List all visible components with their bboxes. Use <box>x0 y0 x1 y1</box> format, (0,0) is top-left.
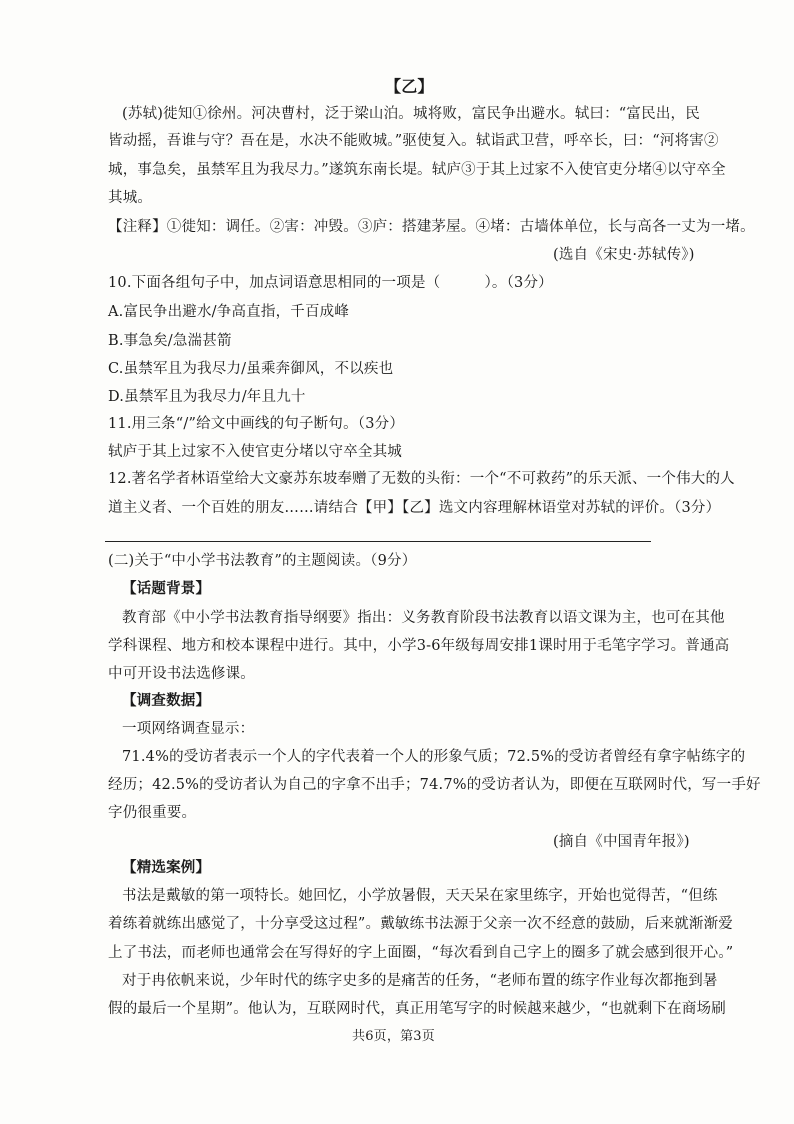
question-10-option-a: A.富民争出避水/争高直指，千百成峰 <box>108 304 350 320</box>
background-line: 中可开设书法选修课。 <box>108 666 255 682</box>
case-line: 书法是戴敏的第一项特长。她回忆，小学放暑假，天天呆在家里练字，开始也觉得苦，“但练 <box>122 888 718 904</box>
question-10-stem: 10.下面各组句子中，加点词语意思相同的一项是（ ）。（3分） <box>108 275 553 291</box>
question-10-option-b: B.事急矣/急湍甚箭 <box>108 333 232 349</box>
question-12-line: 道主义者、一个百姓的朋友……请结合【甲】【乙】选文内容理解林语堂对苏轼的评价。（3分） <box>108 500 721 516</box>
background-line: 教育部《中小学书法教育指导纲要》指出：义务教育阶段书法教育以语文课为主，也可在其他 <box>122 610 725 626</box>
case-line: 对于冉依帆来说，少年时代的练字史多的是痛苦的任务，“老师布置的练字作业每次都拖到暑 <box>122 973 718 989</box>
survey-source: (摘自《中国青年报》) <box>553 834 690 850</box>
survey-heading: 【调查数据】 <box>122 692 211 709</box>
notes: 【注释】①徙知：调任。②害：冲毁。③庐：搭建茅屋。④堵：古墙体单位，长与高各一丈为一堵。 <box>108 219 755 235</box>
case-line: 着练着就练出感觉了，十分享受这过程”。戴敏练书法源于父亲一次不经意的鼓励，后来就渐渐爱 <box>108 916 734 932</box>
question-11-sentence: 轼庐于其上过家不入使官吏分堵以守卒全其城 <box>108 444 402 460</box>
question-10-option-d: D.虽禁军且为我尽力/年且九十 <box>108 389 306 405</box>
source-citation: (选自《宋史·苏轼传》) <box>553 247 695 263</box>
page-footer: 共6页，第3页 <box>352 1029 435 1044</box>
case-heading: 【精选案例】 <box>122 859 211 876</box>
passage-line: 皆动摇，吾谁与守？吾在是，水决不能败城。”驱使复入。轼诣武卫营，呼卒长，曰：“河将害② <box>108 133 719 149</box>
case-line: 上了书法，而老师也通常会在写得好的字上面圈，“每次看到自己字上的圈多了就会感到很开心。” <box>108 945 734 961</box>
passage-line: 城，事急矣，虽禁军且为我尽力。”遂筑东南长堤。轼庐③于其上过家不入使官吏分堵④以守卒全 <box>108 162 726 178</box>
survey-line: 字仍很重要。 <box>108 805 197 821</box>
question-12-line: 12.著名学者林语堂给大文豪苏东坡奉赠了无数的头衔：一个“不可救药”的乐天派、一个伟大的人 <box>108 471 735 487</box>
passage-line: (苏轼)徙知①徐州。河决曹村，泛于梁山泊。城将败，富民争出避水。轼曰：“富民出，民 <box>122 106 700 122</box>
survey-intro: 一项网络调查显示： <box>122 721 255 737</box>
section-divider <box>105 541 651 542</box>
survey-line: 71.4%的受访者表示一个人的字代表着一个人的形象气质；72.5%的受访者曾经有拿字帖练字的 <box>122 749 746 765</box>
case-line: 假的最后一个星期”。他认为，互联网时代，真正用笔写字的时候越来越少，“也就剩下在商场刷 <box>108 1001 726 1017</box>
section-2-title: (二)关于“中小学书法教育”的主题阅读。（9分） <box>108 553 417 569</box>
part-yi-heading: 【乙】 <box>385 77 434 96</box>
question-10-option-c: C.虽禁军且为我尽力/虽乘奔御风，不以疾也 <box>108 361 394 377</box>
passage-line: 其城。 <box>108 190 153 206</box>
background-line: 学科课程、地方和校本课程中进行。其中，小学3-6年级每周安排1课时用于毛笔字学习。普通高 <box>108 638 730 654</box>
survey-line: 经历；42.5%的受访者认为自己的字拿不出手；74.7%的受访者认为，即便在互联网时代，写一手好 <box>108 777 761 793</box>
question-11-stem: 11.用三条“/”给文中画线的句子断句。（3分） <box>108 416 405 432</box>
background-heading: 【话题背景】 <box>122 580 211 597</box>
